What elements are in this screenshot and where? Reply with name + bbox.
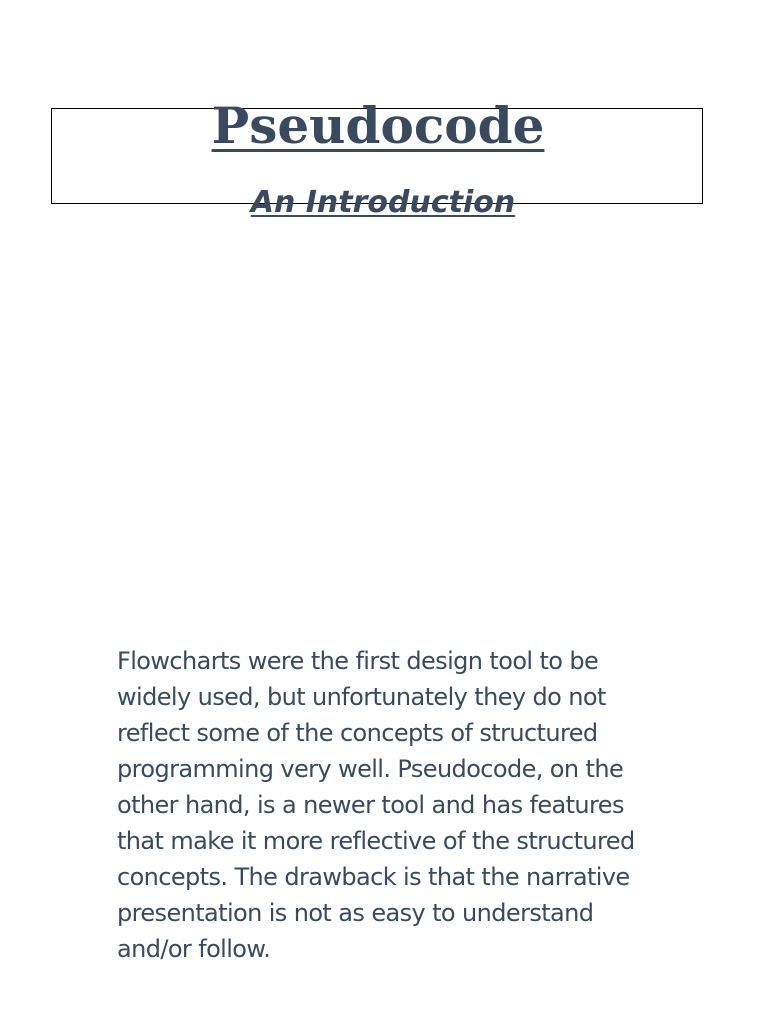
- page-title: Pseudocode: [211, 96, 545, 155]
- page-subtitle: An Introduction: [250, 185, 516, 220]
- body-paragraph: Flowcharts were the first design tool to be widely used, but unfortunately they do not reflect some of the concepts of structured programming very well. Pseudocode, on the other hand, is a newer tool and has features that make it more reflective of the structured concepts. The drawback is that the narrative presentation is not as easy to understand and/or follow.: [117, 647, 635, 963]
